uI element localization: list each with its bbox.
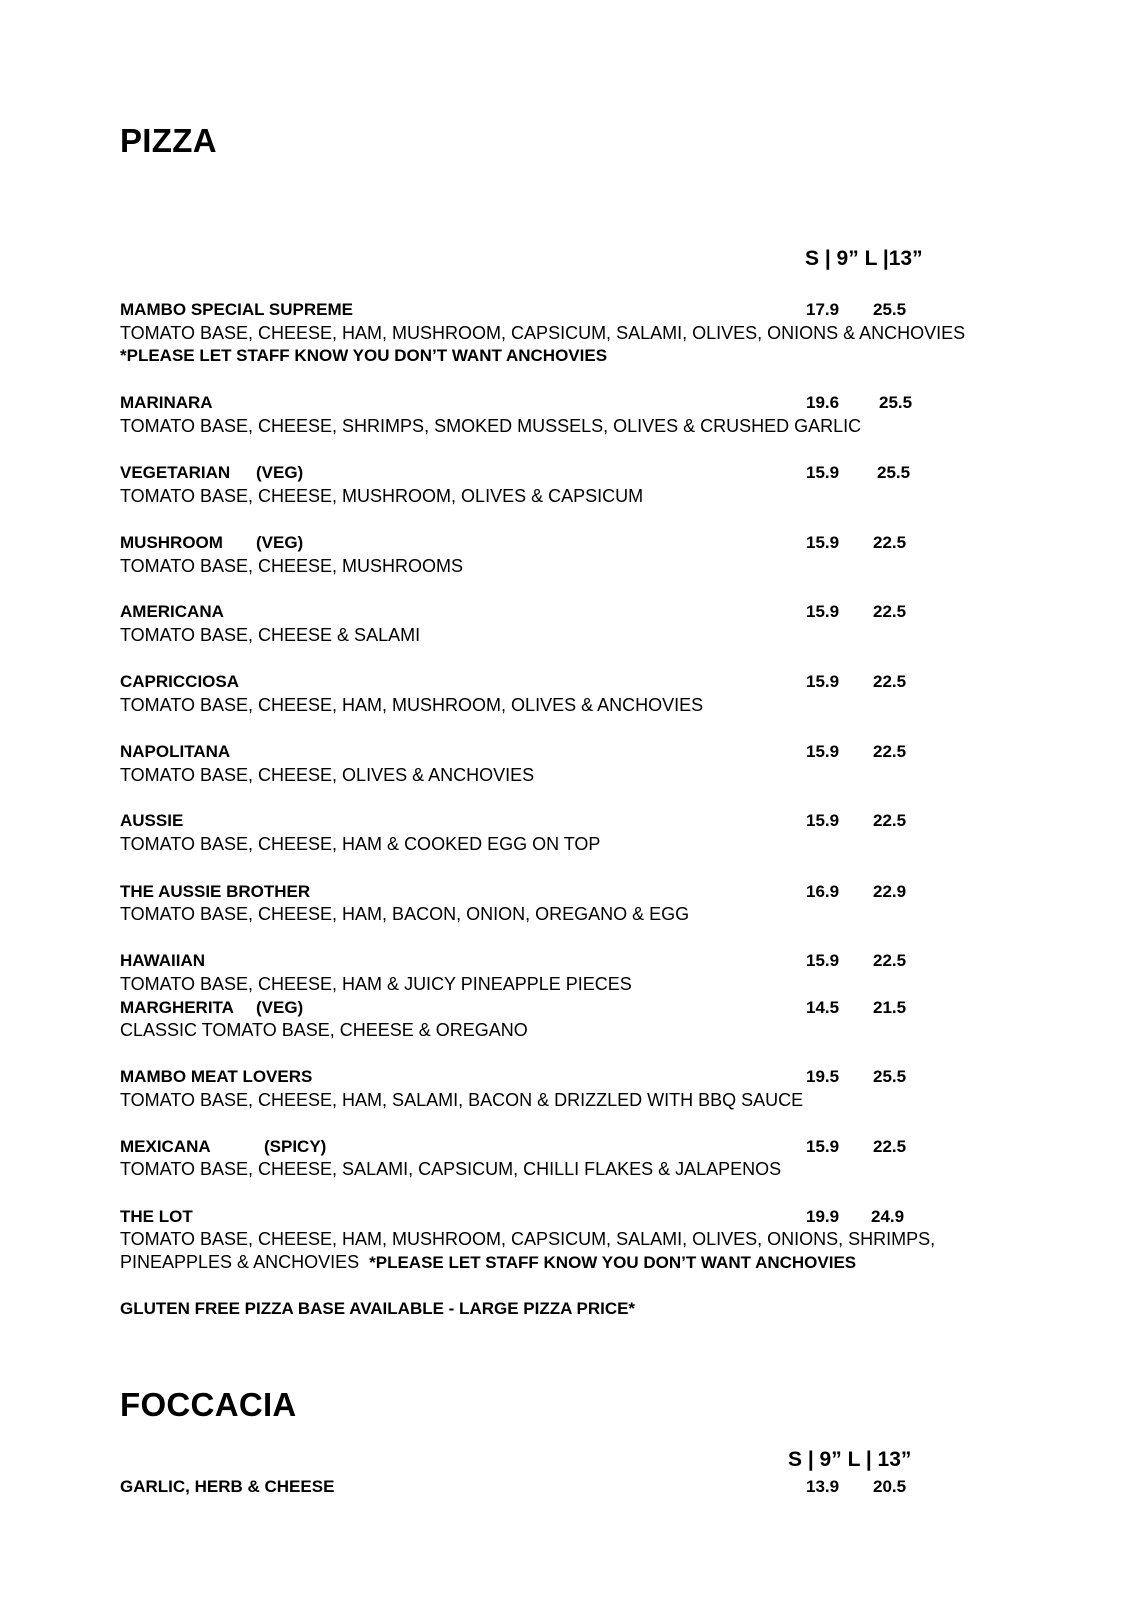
menu-item-description: TOMATO BASE, CHEESE, SHRIMPS, SMOKED MUSSELS, OLIVES & CRUSHED GARLIC xyxy=(120,416,862,436)
price-small: 15.9 xyxy=(806,672,840,691)
price-large: 25.5 xyxy=(873,300,907,319)
menu-item-name: MEXICANA xyxy=(120,1137,211,1156)
price-large: 22.5 xyxy=(873,1137,907,1156)
price-small: 19.6 xyxy=(806,393,840,412)
menu-item-description: TOMATO BASE, CHEESE, MUSHROOM, OLIVES & CAPSICUM xyxy=(120,486,644,506)
price-small: 15.9 xyxy=(806,602,840,621)
size-header-foccacia: S | 9” L | 13” xyxy=(788,1448,912,1471)
menu-item-name: MARINARA xyxy=(120,393,213,412)
price-large: 22.9 xyxy=(873,882,907,901)
price-large: 20.5 xyxy=(873,1477,907,1496)
price-large: 22.5 xyxy=(873,951,907,970)
price-small: 15.9 xyxy=(806,951,840,970)
menu-item-name: THE LOT xyxy=(120,1207,193,1226)
menu-item-description: TOMATO BASE, CHEESE & SALAMI xyxy=(120,625,421,645)
price-small: 15.9 xyxy=(806,742,840,761)
gluten-free-note: GLUTEN FREE PIZZA BASE AVAILABLE - LARGE PIZZA PRICE* xyxy=(120,1299,636,1318)
menu-item-description: TOMATO BASE, CHEESE, HAM, MUSHROOM, OLIVES & ANCHOVIES xyxy=(120,695,704,715)
anchovies-note: *PLEASE LET STAFF KNOW YOU DON’T WANT ANCHOVIES xyxy=(369,1253,857,1272)
price-small: 15.9 xyxy=(806,811,840,830)
price-large: 25.5 xyxy=(877,463,911,482)
menu-item-description: TOMATO BASE, CHEESE, SALAMI, CAPSICUM, CHILLI FLAKES & JALAPENOS xyxy=(120,1159,782,1179)
menu-item-description-continued xyxy=(120,1252,856,1273)
price-large: 22.5 xyxy=(873,602,907,621)
menu-item-name: MUSHROOM xyxy=(120,533,223,552)
price-large: 24.9 xyxy=(871,1207,905,1226)
section-title-foccacia: FOCCACIA xyxy=(120,1386,297,1423)
price-large: 22.5 xyxy=(873,672,907,691)
size-header-pizza: S | 9” L |13” xyxy=(805,247,923,270)
price-small: 15.9 xyxy=(806,533,840,552)
price-large: 22.5 xyxy=(873,533,907,552)
menu-item-description: TOMATO BASE, CHEESE, HAM, BACON, ONION, OREGANO & EGG xyxy=(120,904,690,924)
price-small: 14.5 xyxy=(806,998,840,1017)
price-large: 22.5 xyxy=(873,742,907,761)
price-large: 25.5 xyxy=(879,393,913,412)
description-line: PINEAPPLES & ANCHOVIES xyxy=(120,1252,360,1272)
menu-item-name: CAPRICCIOSA xyxy=(120,672,240,691)
price-small: 16.9 xyxy=(806,882,840,901)
menu-item-name: GARLIC, HERB & CHEESE xyxy=(120,1477,335,1496)
price-small: 15.9 xyxy=(806,463,840,482)
menu-item-name: THE AUSSIE BROTHER xyxy=(120,882,311,901)
menu-item-description: TOMATO BASE, CHEESE, HAM, SALAMI, BACON & DRIZZLED WITH BBQ SAUCE xyxy=(120,1090,804,1110)
menu-item-name: MAMBO MEAT LOVERS xyxy=(120,1067,313,1086)
menu-item-description: TOMATO BASE, CHEESE, OLIVES & ANCHOVIES xyxy=(120,765,535,785)
menu-item-description: TOMATO BASE, CHEESE, HAM, MUSHROOM, CAPSICUM, SALAMI, OLIVES, ONIONS & ANCHOVIES xyxy=(120,323,966,343)
price-small: 19.5 xyxy=(806,1067,840,1086)
price-large: 25.5 xyxy=(873,1067,907,1086)
menu-item-description: TOMATO BASE, CHEESE, HAM & COOKED EGG ON TOP xyxy=(120,834,601,854)
spicy-tag: (SPICY) xyxy=(264,1137,327,1156)
menu-item-name: HAWAIIAN xyxy=(120,951,205,970)
price-small: 13.9 xyxy=(806,1477,840,1496)
price-large: 22.5 xyxy=(873,811,907,830)
diet-tag: (VEG) xyxy=(256,463,304,482)
diet-tag: (VEG) xyxy=(256,533,304,552)
menu-item-name: VEGETARIAN xyxy=(120,463,231,482)
price-small: 15.9 xyxy=(806,1137,840,1156)
menu-item-name: AMERICANA xyxy=(120,602,224,621)
menu-item-description: TOMATO BASE, CHEESE, MUSHROOMS xyxy=(120,556,464,576)
menu-item-name: MAMBO SPECIAL SUPREME xyxy=(120,300,353,319)
section-title-pizza: PIZZA xyxy=(120,122,217,159)
menu-item-description: CLASSIC TOMATO BASE, CHEESE & OREGANO xyxy=(120,1020,528,1040)
menu-item-description: TOMATO BASE, CHEESE, HAM & JUICY PINEAPPLE PIECES xyxy=(120,974,632,994)
menu-item-name: AUSSIE xyxy=(120,811,184,830)
diet-tag: (VEG) xyxy=(256,998,304,1017)
price-large: 21.5 xyxy=(873,998,907,1017)
price-small: 17.9 xyxy=(806,300,840,319)
anchovies-note: *PLEASE LET STAFF KNOW YOU DON’T WANT ANCHOVIES xyxy=(120,346,608,365)
menu-item-name: NAPOLITANA xyxy=(120,742,231,761)
menu-item-description: TOMATO BASE, CHEESE, HAM, MUSHROOM, CAPSICUM, SALAMI, OLIVES, ONIONS, SHRIMPS, xyxy=(120,1229,936,1249)
menu-item-name: MARGHERITA xyxy=(120,998,234,1017)
price-small: 19.9 xyxy=(806,1207,840,1226)
